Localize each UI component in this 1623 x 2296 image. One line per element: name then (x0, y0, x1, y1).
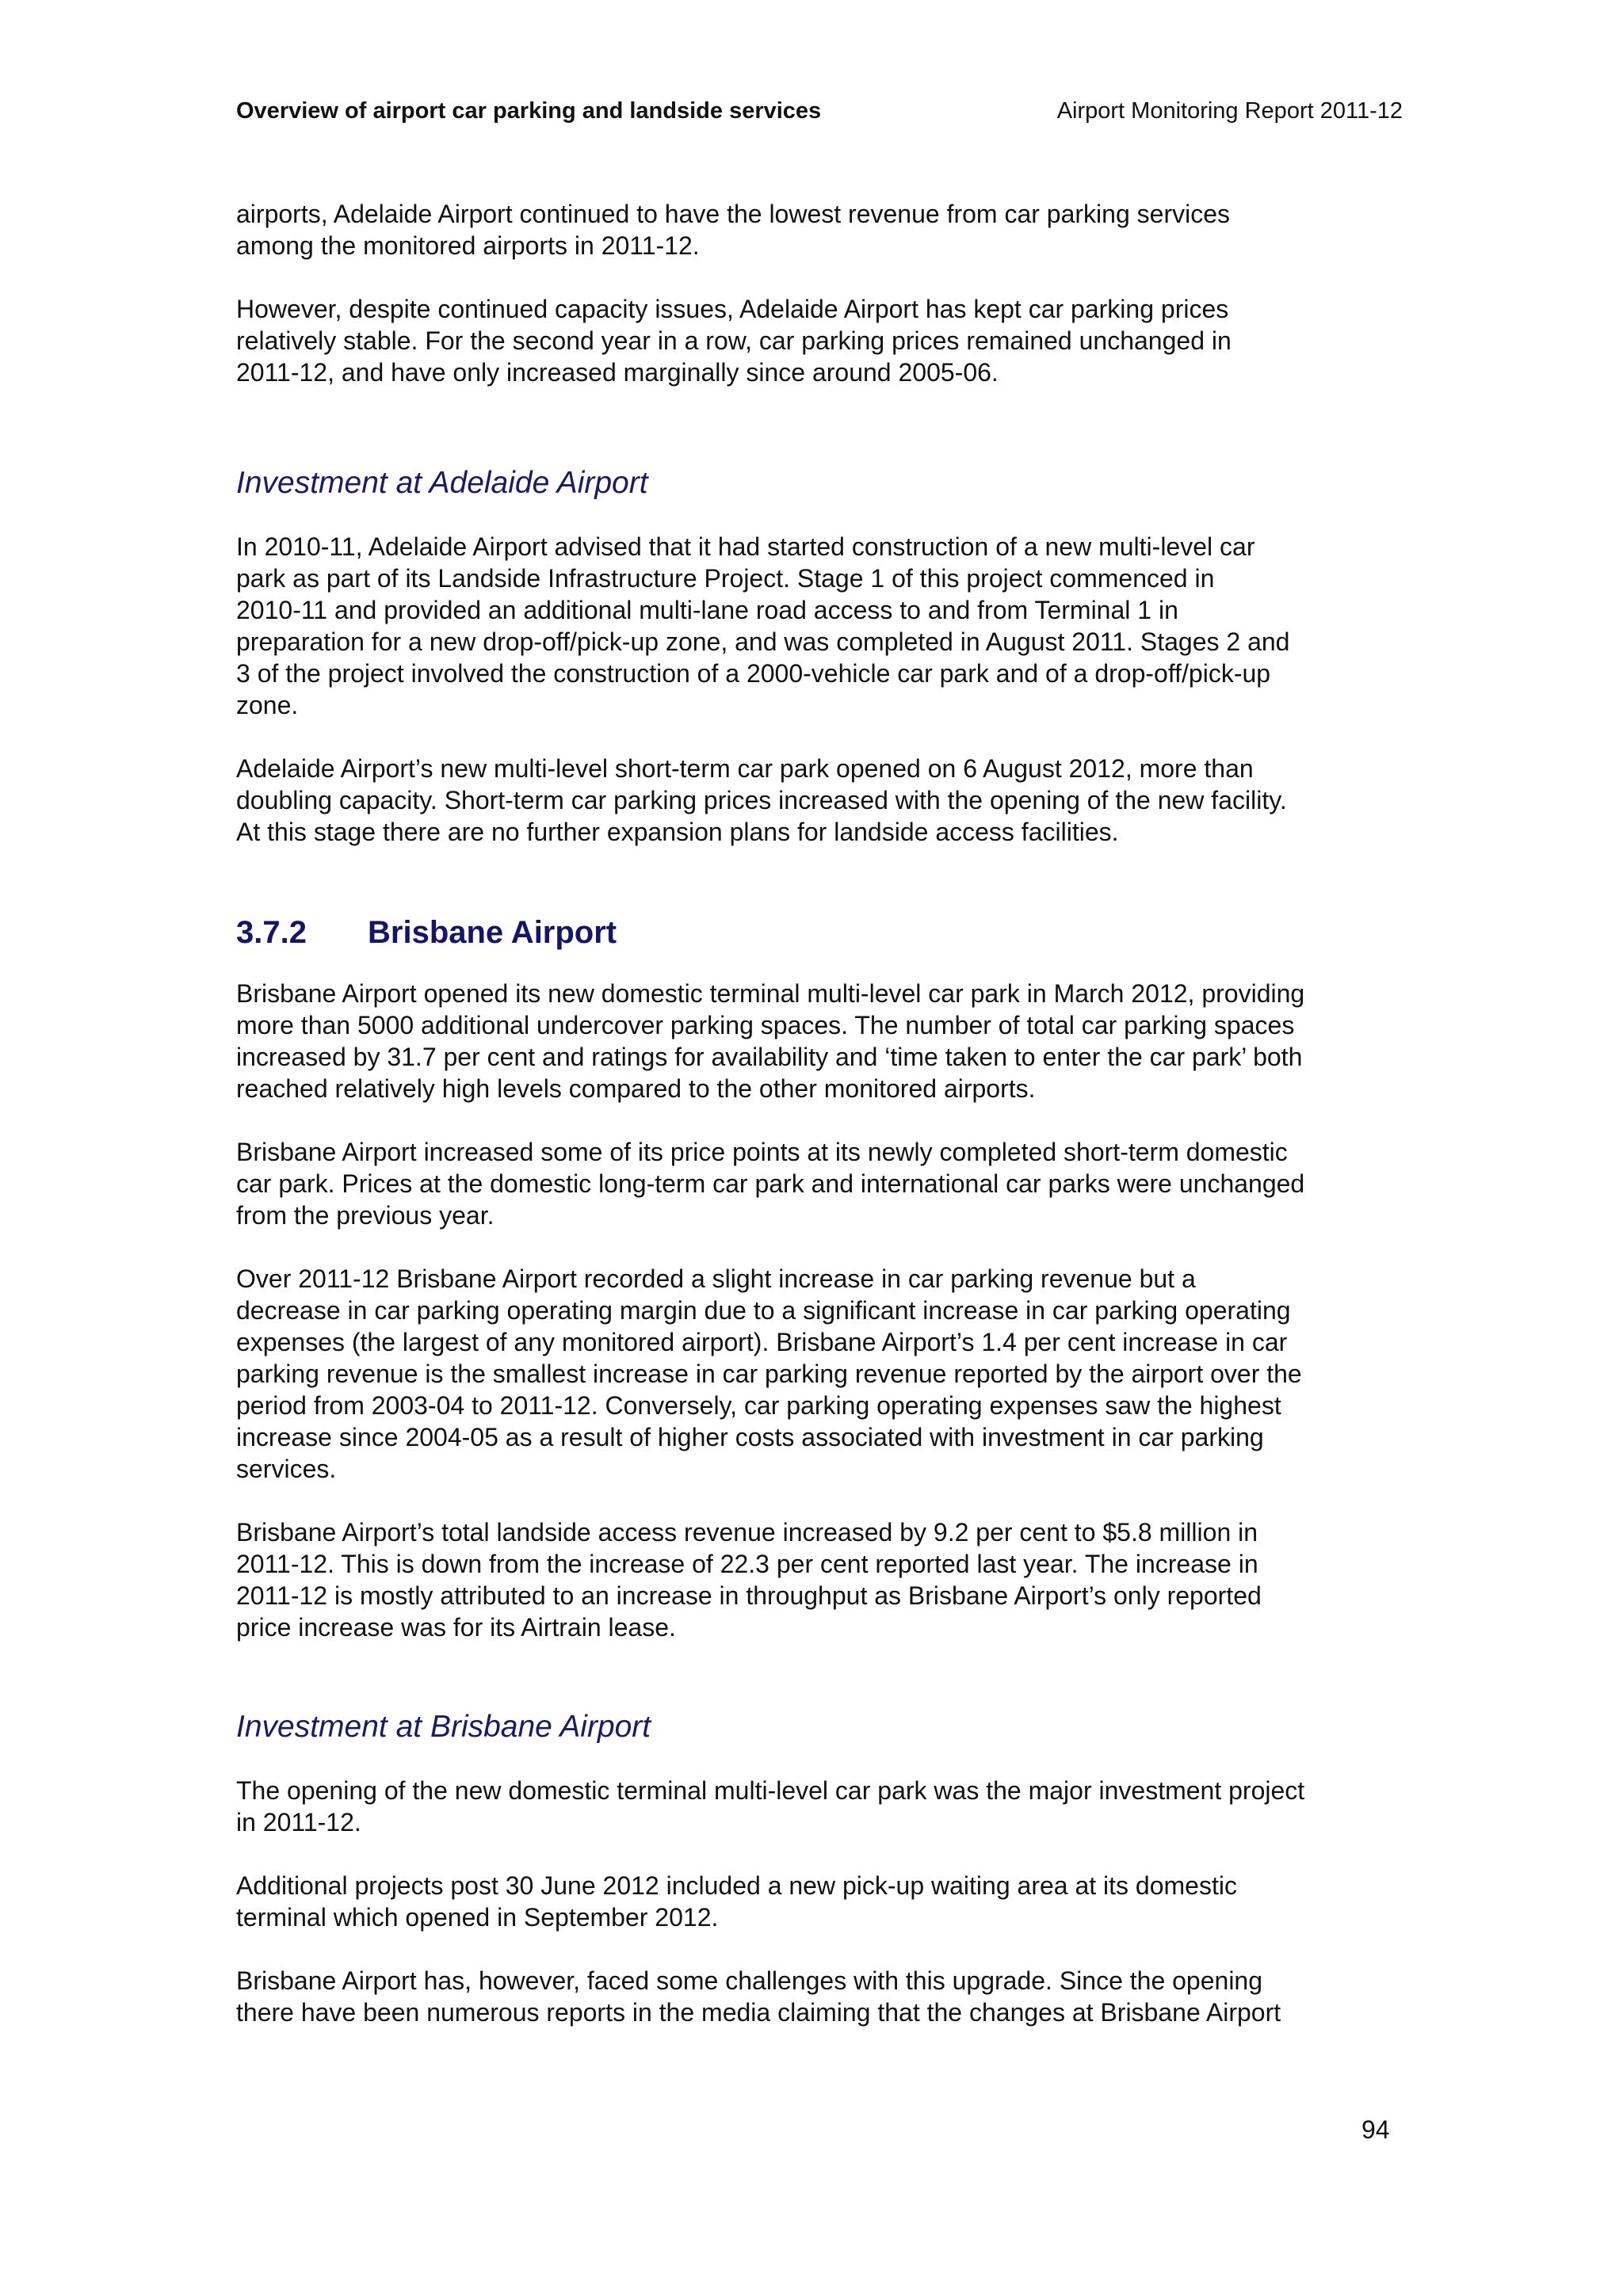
header-section-title: Overview of airport car parking and landside services (236, 98, 822, 124)
body-paragraph: Additional projects post 30 June 2012 included a new pick-up waiting area at its domestic terminal which opened in September 2012. (236, 1871, 1237, 1932)
body-paragraph: Brisbane Airport has, however, faced some challenges with this upgrade. Since the opening there have been numerous reports in the media claiming that the changes at Brisbane Airport (236, 1966, 1281, 2027)
body-paragraph: Brisbane Airport’s total landside access revenue increased by 9.2 per cent to $5.8 million in 2011-12. This is down from the increase of 22.3 per cent reported last year. The increase in 2011-12 is mostly attributed to an increase in throughput as Brisbane Airport’s only reported price increase was for its Airtrain lease. (236, 1518, 1262, 1642)
body-paragraph: Brisbane Airport opened its new domestic terminal multi-level car park in March 2012, providing more than 5000 additional undercover parking spaces. The number of total car parking spaces increased by 31.7 per cent and ratings for availability and ‘time taken to enter the car park’ both reached relatively high levels compared to the other monitored airports. (236, 979, 1305, 1103)
body-paragraph: Brisbane Airport increased some of its price points at its newly completed short-term domestic car park. Prices at the domestic long-term car park and international car parks were unchanged from the previous year. (236, 1138, 1305, 1230)
subheading-brisbane-investment: Investment at Brisbane Airport (236, 1710, 651, 1744)
section-number: 3.7.2 (236, 915, 307, 950)
body-paragraph: However, despite continued capacity issues, Adelaide Airport has kept car parking prices relatively stable. For the second year in a row, car parking prices remained unchanged in 2011-12, and have only increased marginally since around 2005-06. (236, 295, 1232, 387)
body-paragraph: In 2010-11, Adelaide Airport advised that it had started construction of a new multi-level car park as part of its Landside Infrastructure Project. Stage 1 of this project commenced in 2010-11 and provided an additional multi-lane road access to and from Terminal 1 in preparation for a new drop-off/pick-up zone, and was completed in August 2011. Stages 2 and 3 of the project involved the construction of a 2000-vehicle car park and of a drop-off/pick-up zone. (236, 532, 1290, 719)
body-paragraph: airports, Adelaide Airport continued to have the lowest revenue from car parking services among the monitored airports in 2011-12. (236, 200, 1230, 260)
section-title: Brisbane Airport (368, 915, 617, 950)
page-number: 94 (1361, 2115, 1390, 2144)
body-paragraph: Adelaide Airport’s new multi-level short-term car park opened on 6 August 2012, more than doubling capacity. Short-term car parking prices increased with the opening of the new facility. At this stage there are no further expansion plans for landside access facilities. (236, 754, 1287, 846)
page-body (236, 198, 1403, 2060)
subheading-adelaide-investment: Investment at Adelaide Airport (236, 466, 648, 500)
body-paragraph: Over 2011-12 Brisbane Airport recorded a slight increase in car parking revenue but a decrease in car parking operating margin due to a significant increase in car parking operating expenses (the largest of any monitored airport). Brisbane Airport’s 1.4 per cent increase in car parking revenue is the smallest increase in car parking revenue reported by the airport over the period from 2003-04 to 2011-12. Conversely, car parking operating expenses saw the highest increase since 2004-05 as a result of higher costs associated with investment in car parking services. (236, 1264, 1302, 1483)
section-heading-brisbane (236, 913, 1403, 952)
header-report-title: Airport Monitoring Report 2011-12 (1056, 98, 1403, 124)
body-paragraph: The opening of the new domestic terminal multi-level car park was the major investment project in 2011-12. (236, 1776, 1305, 1836)
